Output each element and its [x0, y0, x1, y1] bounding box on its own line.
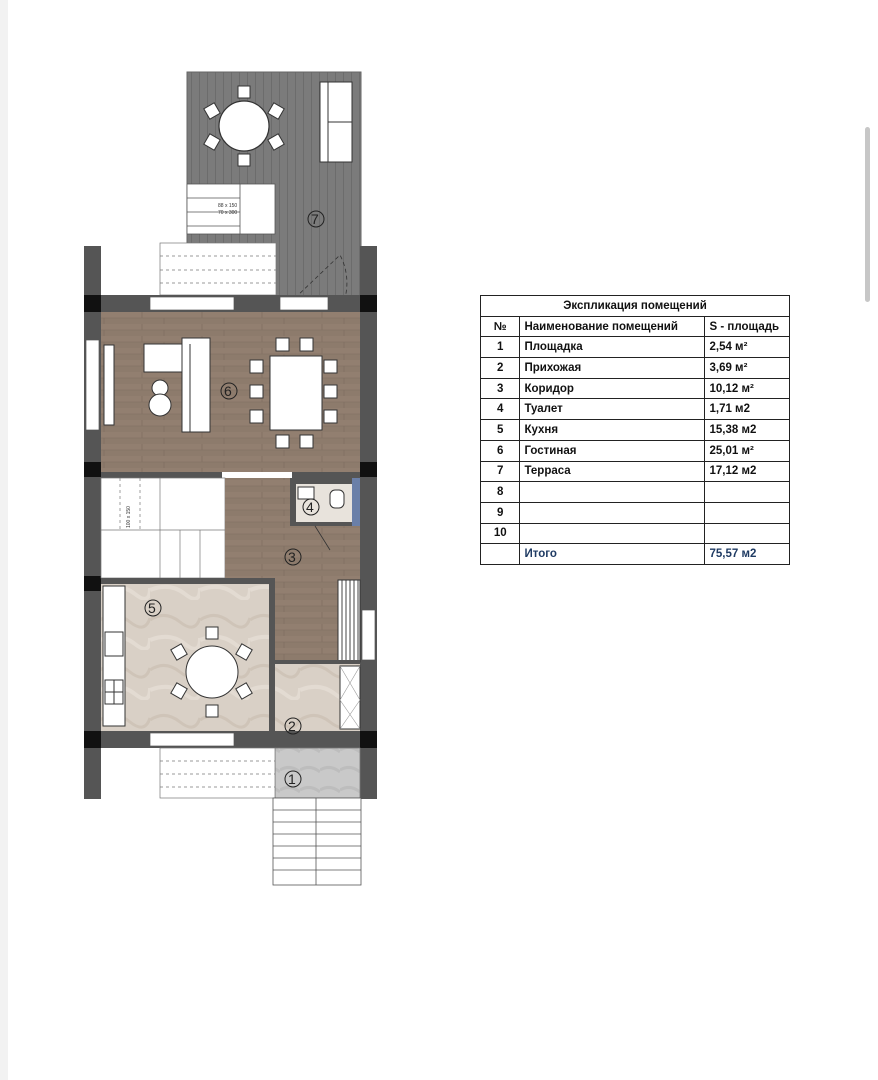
room-number-3: 3	[288, 549, 296, 565]
row-number: 3	[481, 378, 520, 399]
table-row	[481, 378, 790, 399]
kitchen-floor	[101, 584, 275, 731]
row-room-name: Прихожая	[520, 358, 705, 379]
tv-stand	[104, 345, 114, 425]
row-room-name	[520, 482, 705, 503]
row-area: 17,12 м2	[705, 461, 790, 482]
row-room-name: Гостиная	[520, 440, 705, 461]
row-number: 1	[481, 337, 520, 358]
row-area	[705, 482, 790, 503]
row-area: 25,01 м²	[705, 440, 790, 461]
svg-text:70 x 300: 70 x 300	[218, 210, 238, 216]
table-total-row	[481, 544, 790, 565]
radiator	[338, 580, 360, 662]
room-number-7: 7	[311, 211, 319, 227]
table-row	[481, 399, 790, 420]
room-number-1: 1	[288, 771, 296, 787]
total-label: Итого	[520, 544, 705, 565]
row-area	[705, 502, 790, 523]
row-number: 8	[481, 482, 520, 503]
entry-steps	[273, 798, 361, 885]
table-row	[481, 523, 790, 544]
table-row	[481, 358, 790, 379]
row-area: 1,71 м2	[705, 399, 790, 420]
living-poufs	[149, 380, 171, 416]
total-value: 75,57 м2	[705, 544, 790, 565]
row-room-name	[520, 523, 705, 544]
row-area	[705, 523, 790, 544]
table-row	[481, 337, 790, 358]
total-number-cell	[481, 544, 520, 565]
wardrobe	[340, 666, 360, 729]
row-number: 2	[481, 358, 520, 379]
row-number: 7	[481, 461, 520, 482]
outside-stair-bottom	[160, 748, 275, 798]
svg-text:88 x 150: 88 x 150	[218, 203, 238, 209]
table-row	[481, 482, 790, 503]
table-header-row	[481, 316, 790, 337]
header-area: S - площадь	[705, 316, 790, 337]
row-room-name	[520, 502, 705, 523]
room-number-6: 6	[224, 383, 232, 399]
room-number-5: 5	[148, 600, 156, 616]
table-row	[481, 420, 790, 441]
svg-text:100 x 150: 100 x 150	[126, 506, 132, 528]
table-row	[481, 440, 790, 461]
outside-stair-top	[160, 243, 276, 295]
row-room-name: Туалет	[520, 399, 705, 420]
room-number-2: 2	[288, 718, 296, 734]
row-room-name: Терраса	[520, 461, 705, 482]
row-room-name: Площадка	[520, 337, 705, 358]
header-number: №	[481, 316, 520, 337]
table-title: Экспликация помещений	[481, 296, 790, 317]
header-room-name: Наименование помещений	[520, 316, 705, 337]
room-number-4: 4	[306, 499, 314, 515]
table-row	[481, 461, 790, 482]
row-number: 5	[481, 420, 520, 441]
row-area: 15,38 м2	[705, 420, 790, 441]
row-area: 3,69 м²	[705, 358, 790, 379]
row-room-name: Кухня	[520, 420, 705, 441]
rooms-explication-table	[480, 295, 790, 565]
inner-stair	[101, 478, 225, 578]
row-number: 9	[481, 502, 520, 523]
row-number: 4	[481, 399, 520, 420]
kitchen-counter	[103, 586, 125, 726]
row-area: 2,54 м²	[705, 337, 790, 358]
terrace-stair	[187, 184, 275, 234]
vertical-scrollbar[interactable]	[865, 127, 870, 302]
row-number: 10	[481, 523, 520, 544]
row-room-name: Коридор	[520, 378, 705, 399]
row-area: 10,12 м²	[705, 378, 790, 399]
terrace-sofa	[320, 82, 352, 162]
table-row	[481, 502, 790, 523]
row-number: 6	[481, 440, 520, 461]
